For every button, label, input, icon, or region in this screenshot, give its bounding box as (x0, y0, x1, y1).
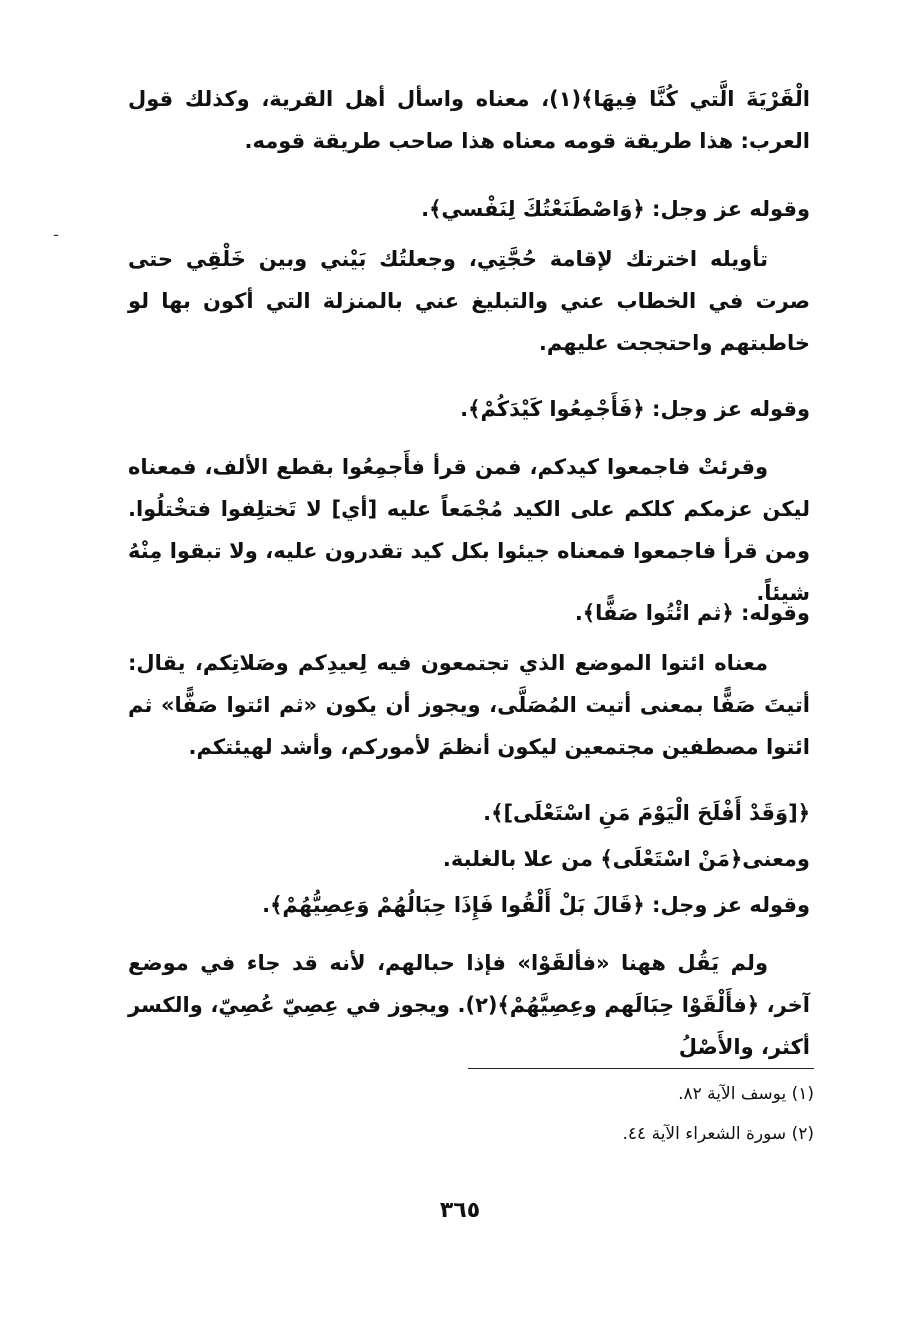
paragraph-2: وقوله عز وجل: ﴿وَاصْطَنَعْتُكَ لِنَفْسي﴾. (421, 197, 810, 221)
paragraph-7: معناه ائتوا الموضع الذي تجتمعون فيه لِعيدِكم وصَلاتِكم، يقال: أتيتَ صَفًّا بمعنى أتيت المُصَلَّى، ويجوز أن يكون «ثم ائتوا صَفًّا» ثم ائتوا مصطفين مجتمعين ليكون أنظمَ لأموركم، وأشد لهيئتكم. (128, 651, 810, 759)
paragraph-5: وقرئتْ فاجمعوا كيدكم، فمن قرأ فأَجمِعُوا بقطع الألف، فمعناه ليكن عزمكم كلكم على الكيد مُجْمَعاً عليه [أي] لا تَختلِفوا فتخْتلُوا. ومن قرأ فاجمعوا فمعناه جيئوا بكل كيد تقدرون عليه، ولا تبقوا مِنْهُ شيئاً. (128, 455, 810, 605)
paragraph-4: وقوله عز وجل: ﴿فَأَجْمِعُوا كَيْدَكُمْ﴾. (460, 397, 810, 421)
footnote-2: (٢) سورة الشعراء الآية ٤٤. (622, 1124, 814, 1144)
paragraph-6: وقوله: ﴿ثم ائْتُوا صَفًّا﴾. (574, 601, 810, 625)
paragraph-3: تأويله اخترتك لإقامة حُجَّتِي، وجعلتُك بَيْني وبين خَلْقِي حتى صرت في الخطاب عني والتبليغ عني بالمنزلة التي أكون بها لو خاطبتهم واحتججت عليهم. (128, 247, 810, 355)
paragraph-9: ومعنى﴿مَنْ اسْتَعْلَى﴾ من علا بالغلبة. (442, 847, 810, 871)
footnote-divider (468, 1068, 814, 1069)
page-number: ٣٦٥ (439, 1198, 481, 1223)
footnote-1: (١) يوسف الآية ٨٢. (678, 1084, 814, 1104)
paragraph-11: ولم يَقُل ههنا «فألقَوْا» فإذا حبالهم، لأنه قد جاء في موضع آخر، ﴿فأَلْقَوْا حِبَالَهم وعِصِيَّهُمْ﴾(٢). ويجوز في عِصِيّ عُصِيّ، والكسر أكثر، والأَصْلُ (128, 951, 810, 1059)
paragraph-1: الْقَرْيَةَ الَّتي كُنَّا فِيهَا﴾(١)، معناه واسأل أهل القرية، وكذلك قول العرب: هذا طريقة قومه معناه هذا صاحب طريقة قومه. (128, 87, 810, 153)
margin-mark: ـ (54, 224, 59, 240)
paragraph-10: وقوله عز وجل: ﴿قَالَ بَلْ أَلْقُوا فَإِذَا حِبَالُهُمْ وَعِصِيُّهُمْ﴾. (262, 893, 810, 917)
paragraph-8: ﴿[وَقَدْ أَفْلَحَ الْيَوْمَ مَنِ اسْتَعْلَى]﴾. (483, 801, 810, 825)
